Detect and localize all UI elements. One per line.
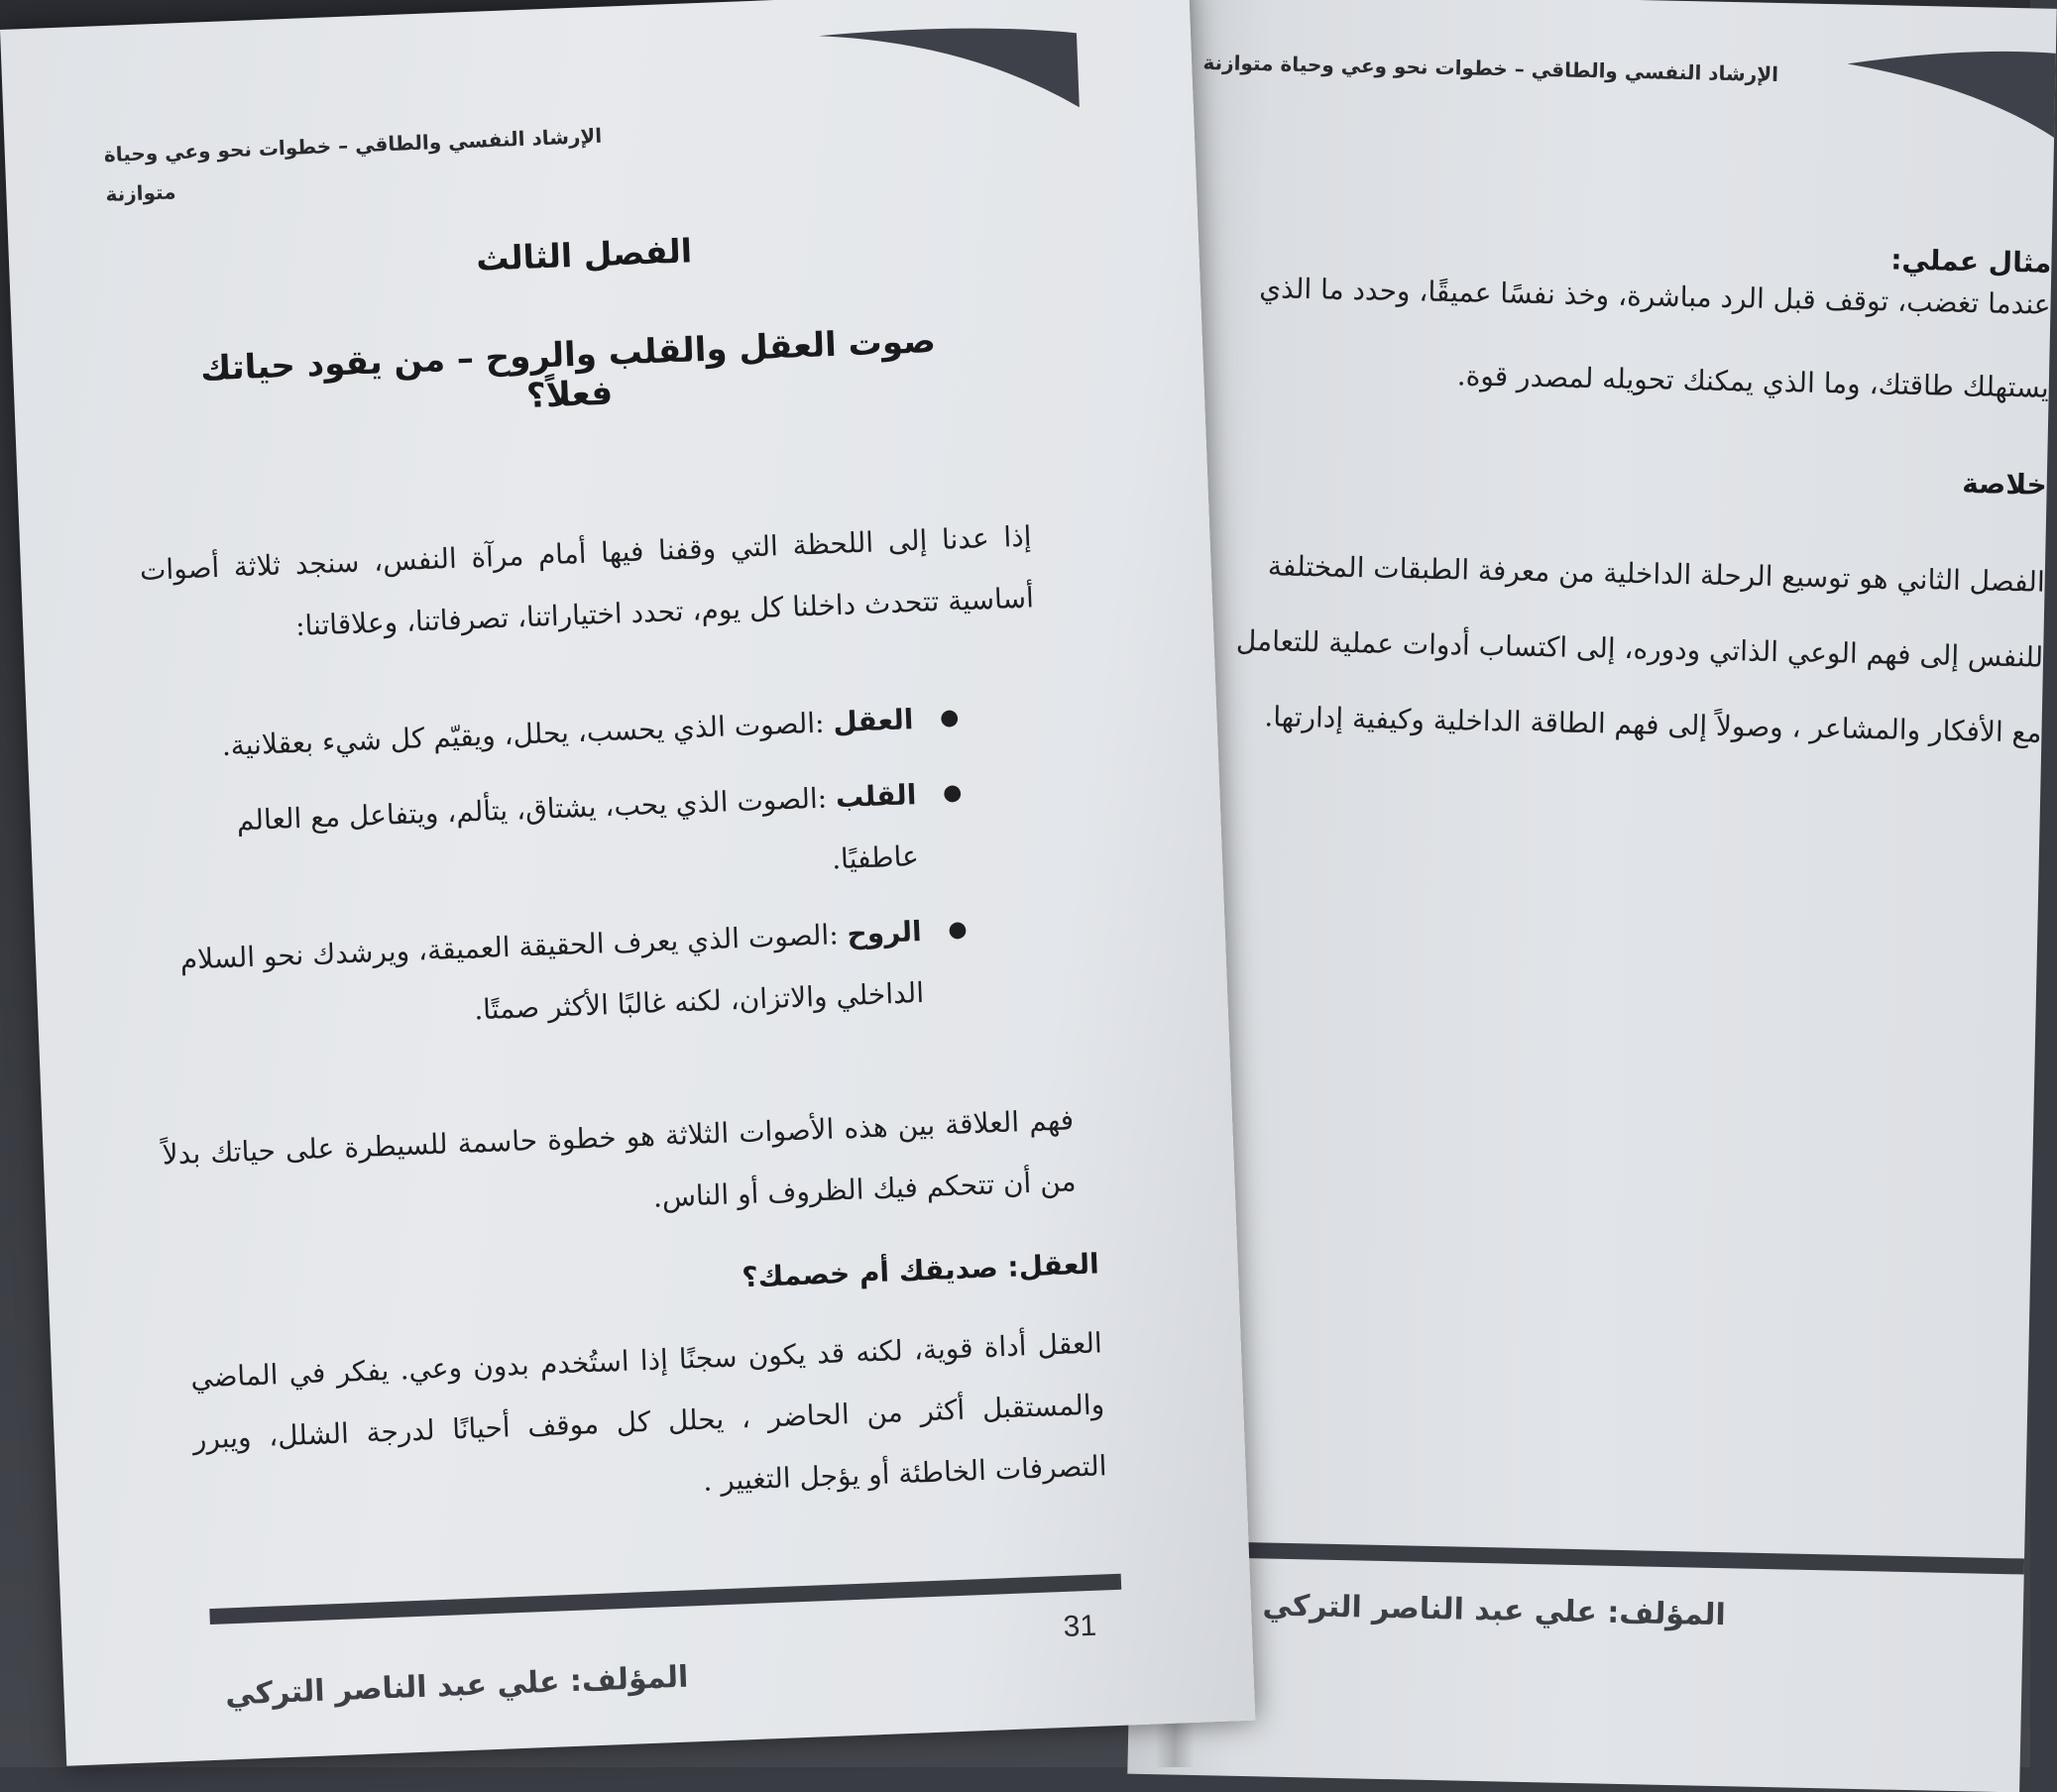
bullet-text: :الصوت الذي يحسب، يحلل، ويقيّم كل شيء بعقلانية. — [221, 706, 835, 762]
intro-paragraph: إذا عدنا إلى اللحظة التي وقفنا فيها أمام مرآة النفس، سنجد ثلاثة أصوات أساسية تتحدث داخلنا كل يوم، تحدد اختياراتنا، تصرفاتنا، وعلاقاتنا: — [139, 519, 1035, 642]
summary-heading: خلاصة — [1961, 466, 2048, 502]
footer-bar — [209, 1574, 1121, 1624]
relation-paragraph: فهم العلاقة بين هذه الأصوات الثلاثة هو خطوة حاسمة للسيطرة على حياتك بدلاً من أن تتحكم فيك الظروف أو الناس. — [162, 1103, 1078, 1214]
running-head: الإرشاد النفسي والطاقي – خطوات نحو وعي وحياة متوازنة — [103, 123, 603, 207]
footer-author: المؤلف: علي عبد الناصر التركي — [224, 1659, 689, 1713]
chapter-title: الفصل الثالث — [475, 231, 693, 279]
example-line-1: عندما تغضب، توقف قبل الرد مباشرة، وخذ نفسًا عميقًا، وحدد ما الذي — [1258, 272, 2051, 321]
bullet-term: القلب — [835, 778, 917, 815]
bullet-dot-icon: ● — [942, 780, 963, 807]
chapter-subtitle: صوت العقل والقلب والروح – من يقود حياتك فعلاً؟ — [199, 321, 937, 416]
bullet-text: :الصوت الذي يعرف الحقيقة العميقة، ويرشدك نحو السلام الداخلي والاتزان، لكنه غالبًا الأكثر صمتًا. — [179, 917, 925, 1027]
bullet-term: العقل — [832, 703, 915, 739]
example-heading: مثال عملي: — [1889, 243, 2052, 280]
voices-bullet-list — [146, 687, 971, 1066]
right-page — [1127, 0, 2056, 1792]
bullet-item-spirit — [154, 899, 971, 1053]
header-wing-decoration — [1846, 44, 2056, 137]
header-wing-decoration — [819, 18, 1080, 117]
summary-line-2: للنفس إلى فهم الوعي الذاتي ودوره، إلى اكتساب أدوات عملية للتعامل — [1235, 623, 2044, 674]
summary-line-1: الفصل الثاني هو توسيع الرحلة الداخلية من معرفة الطبقات المختلفة — [1267, 549, 2046, 599]
footer-bar — [1241, 1542, 2024, 1575]
bullet-item-heart — [149, 762, 966, 916]
running-head: الإرشاد النفسي والطاقي – خطوات نحو وعي وحياة متوازنة — [1202, 50, 1779, 86]
footer-author: المؤلف: علي عبد الناصر التركي — [1262, 1588, 1727, 1633]
bullet-term: الروح — [846, 914, 923, 951]
page-number: 31 — [1063, 1609, 1097, 1643]
bullet-item-mind — [146, 687, 961, 779]
bullet-dot-icon: ● — [947, 917, 969, 943]
mind-paragraph: العقل أداة قوية، لكنه قد يكون سجنًا إذا استُخدم بدون وعي. يفكر في الماضي والمستقبل أكثر من الحاضر ، يحلل كل موقف أحيانًا لدرجة الشلل، ويبرر التصرفات الخاطئة أو يؤجل التغيير . — [189, 1326, 1108, 1498]
bullet-dot-icon: ● — [939, 705, 960, 731]
bullet-text: :الصوت الذي يحب، يشتاق، يتألم، ويتفاعل مع العالم عاطفيًا. — [236, 781, 920, 876]
summary-line-3: مع الأفكار والمشاعر ، وصولاً إلى فهم الطاقة الداخلية وكيفية إدارتها. — [1264, 700, 2042, 749]
example-line-2: يستهلك طاقتك، وما الذي يمكنك تحويله لمصدر قوة. — [1456, 359, 2050, 404]
section-heading-mind: العقل: صديقك أم خصمك؟ — [741, 1247, 1100, 1294]
